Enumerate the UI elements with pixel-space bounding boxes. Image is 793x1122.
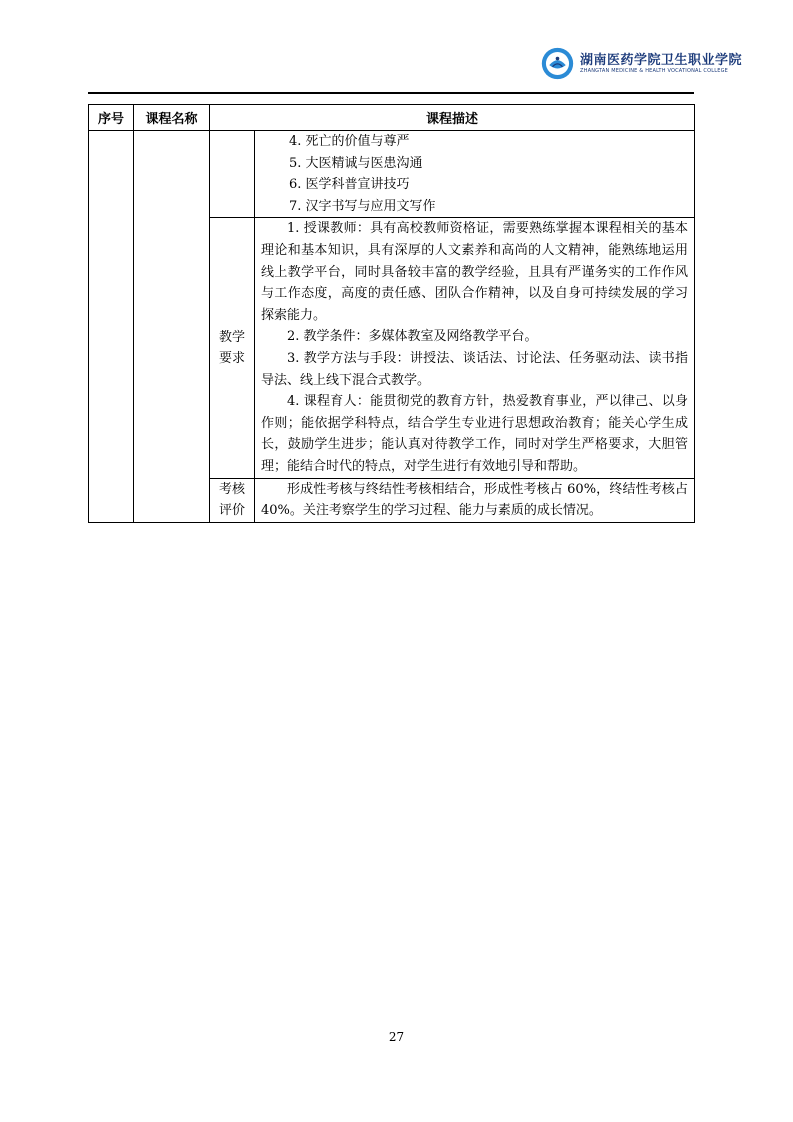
header-divider (88, 92, 694, 94)
assessment-paragraph: 形成性考核与终结性考核相结合，形成性考核占 60%，终结性考核占 40%。关注考察学生的学习过程、能力与素质的成长情况。 (261, 481, 689, 519)
course-name-cell (134, 131, 210, 523)
requirements-text (255, 218, 695, 478)
table-header-row (89, 105, 695, 131)
list-item: 5. 大医精诚与医患沟通 (289, 155, 423, 171)
list-item: 4. 死亡的价值与尊严 (289, 134, 410, 149)
college-logo-icon (541, 47, 574, 80)
requirements-label-line1: 教学 (218, 329, 245, 345)
requirement-paragraph: 4. 课程育人：能贯彻党的教育方针，热爱教育事业，严以律己、以身作则；能依据学科特点，结合学生专业进行思想政治教育；能关心学生成长，鼓励学生进步；能认真对待教学工作，同时对学生严格要求，大胆管理；能结合时代的特点，对学生进行有效地引导和帮助。 (261, 394, 689, 474)
requirements-label (210, 218, 255, 478)
content-row (89, 131, 695, 218)
requirements-label-line2: 要求 (218, 350, 245, 366)
assessment-label (210, 478, 255, 522)
list-item: 7. 汉字书写与应用文写作 (289, 198, 436, 214)
content-items (255, 131, 695, 218)
course-table (88, 104, 695, 523)
requirement-paragraph: 3. 教学方法与手段：讲授法、谈话法、讨论法、任务驱动法、读书指导法、线上线下混合式教学。 (261, 350, 689, 388)
list-item: 6. 医学科普宣讲技巧 (289, 177, 410, 193)
column-header-description: 课程描述 (210, 105, 695, 131)
content-label-cell (210, 131, 255, 218)
column-header-index: 序号 (89, 105, 134, 131)
school-name-en: ZHANGTAN MEDICINE & HEALTH VOCATIONAL COLLEGE (580, 68, 729, 74)
assessment-label-line1: 考核 (218, 482, 245, 498)
column-header-course-name: 课程名称 (134, 105, 210, 131)
page-header (0, 0, 793, 104)
requirement-paragraph: 1. 授课教师：具有高校教师资格证，需要熟练掌握本课程相关的基本理论和基本知识，具有深厚的人文素养和高尚的人文精神，能熟练地运用线上教学平台，同时具备较丰富的教学经验，且具有严谨务实的工作作风与工作态度，高度的责任感、团队合作精神，以及自身可持续发展的学习探索能力。 (261, 221, 689, 323)
page-number: 27 (388, 1030, 405, 1044)
school-name-cn: 湖南医药学院卫生职业学院 (580, 53, 743, 68)
assessment-text (255, 478, 695, 522)
requirement-paragraph: 2. 教学条件：多媒体教室及网络教学平台。 (287, 329, 538, 345)
index-cell (89, 131, 134, 523)
assessment-label-line2: 评价 (218, 503, 245, 519)
